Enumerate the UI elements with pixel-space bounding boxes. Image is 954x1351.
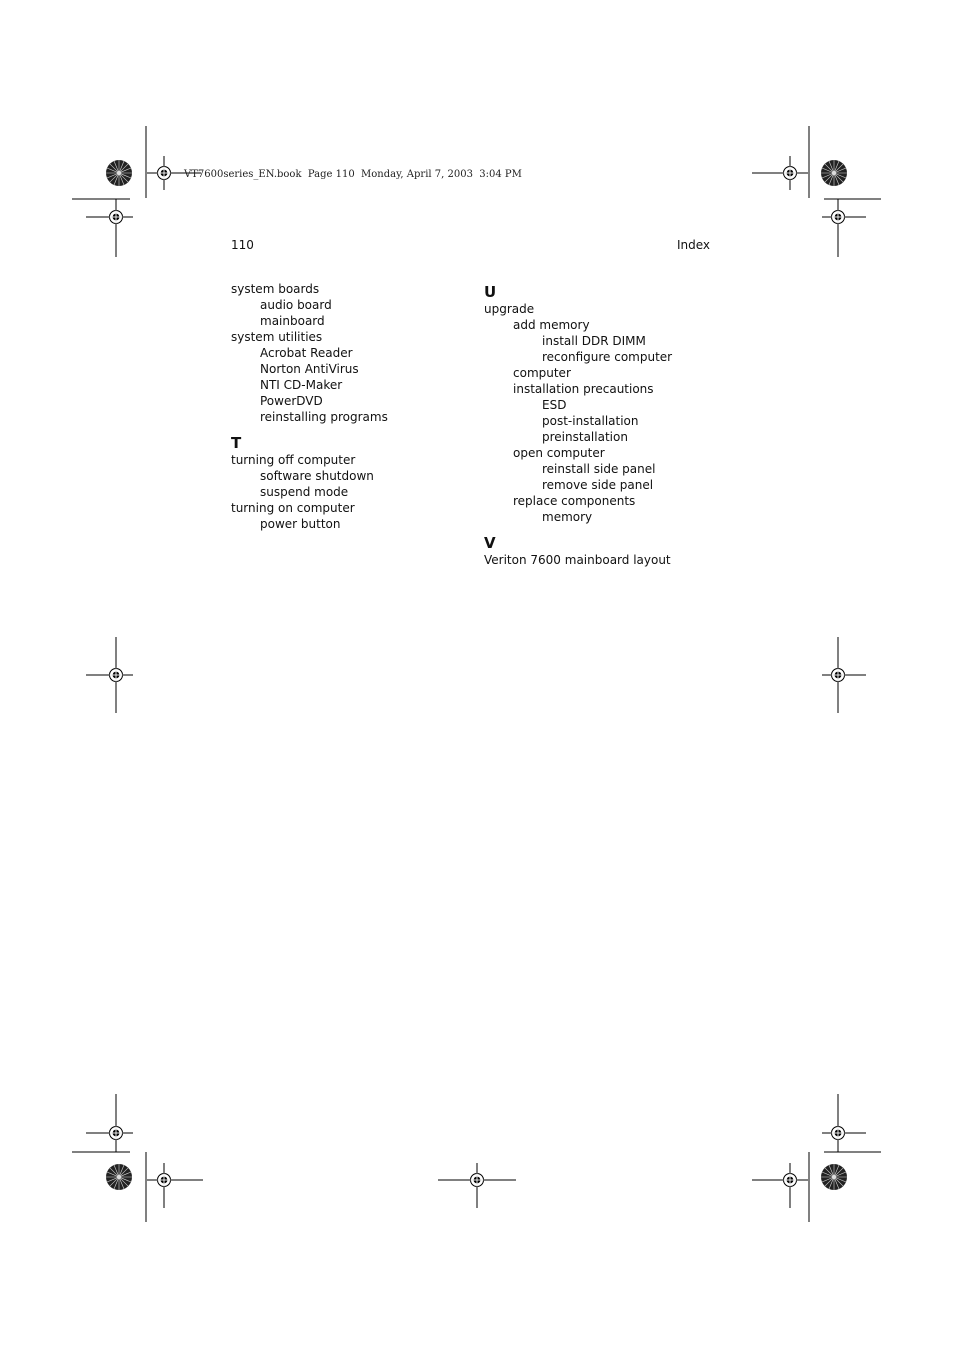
index-subentry: replace components [513, 494, 636, 508]
index-subentry: ESD [542, 398, 567, 412]
index-entry: turning on computer [231, 501, 355, 515]
index-entry: turning off computer [231, 453, 356, 467]
running-header-section: Index [677, 238, 711, 252]
index-entry: system utilities [231, 330, 323, 344]
index-subentry: computer [513, 366, 571, 380]
index-column-left [231, 281, 471, 532]
index-subentry: remove side panel [542, 478, 654, 492]
page-number: 110 [231, 238, 254, 252]
index-subentry: add memory [513, 318, 590, 332]
index-letter-heading: U [484, 283, 497, 301]
index-subentry: installation precautions [513, 382, 654, 396]
group-spacer [484, 525, 724, 534]
index-entry: system boards [231, 282, 320, 296]
index-subentry: Acrobat Reader [260, 346, 353, 360]
index-subentry: suspend mode [260, 485, 349, 499]
index-entry: upgrade [484, 302, 535, 316]
index-subentry: memory [542, 510, 593, 524]
index-subentry: reinstalling programs [260, 410, 388, 424]
index-subentry: install DDR DIMM [542, 334, 646, 348]
index-subentry: open computer [513, 446, 605, 460]
index-subentry: power button [260, 517, 341, 531]
index-subentry: Norton AntiVirus [260, 362, 359, 376]
index-subentry: audio board [260, 298, 332, 312]
index-subentry: NTI CD-Maker [260, 378, 343, 392]
group-spacer [231, 425, 471, 434]
index-letter-heading: V [484, 534, 496, 552]
print-slug-line: VT7600series_EN.book Page 110 Monday, April 7, 2003 3:04 PM [184, 169, 522, 180]
index-subentry: reconfigure computer [542, 350, 673, 364]
index-entry: Veriton 7600 mainboard layout [484, 553, 671, 567]
index-subentry: post-installation [542, 414, 639, 428]
index-subentry: PowerDVD [260, 394, 323, 408]
index-subentry: reinstall side panel [542, 462, 656, 476]
index-subentry: mainboard [260, 314, 325, 328]
index-subentry: software shutdown [260, 469, 374, 483]
index-letter-heading: T [231, 434, 242, 452]
index-column-right [484, 283, 724, 568]
index-subentry: preinstallation [542, 430, 628, 444]
